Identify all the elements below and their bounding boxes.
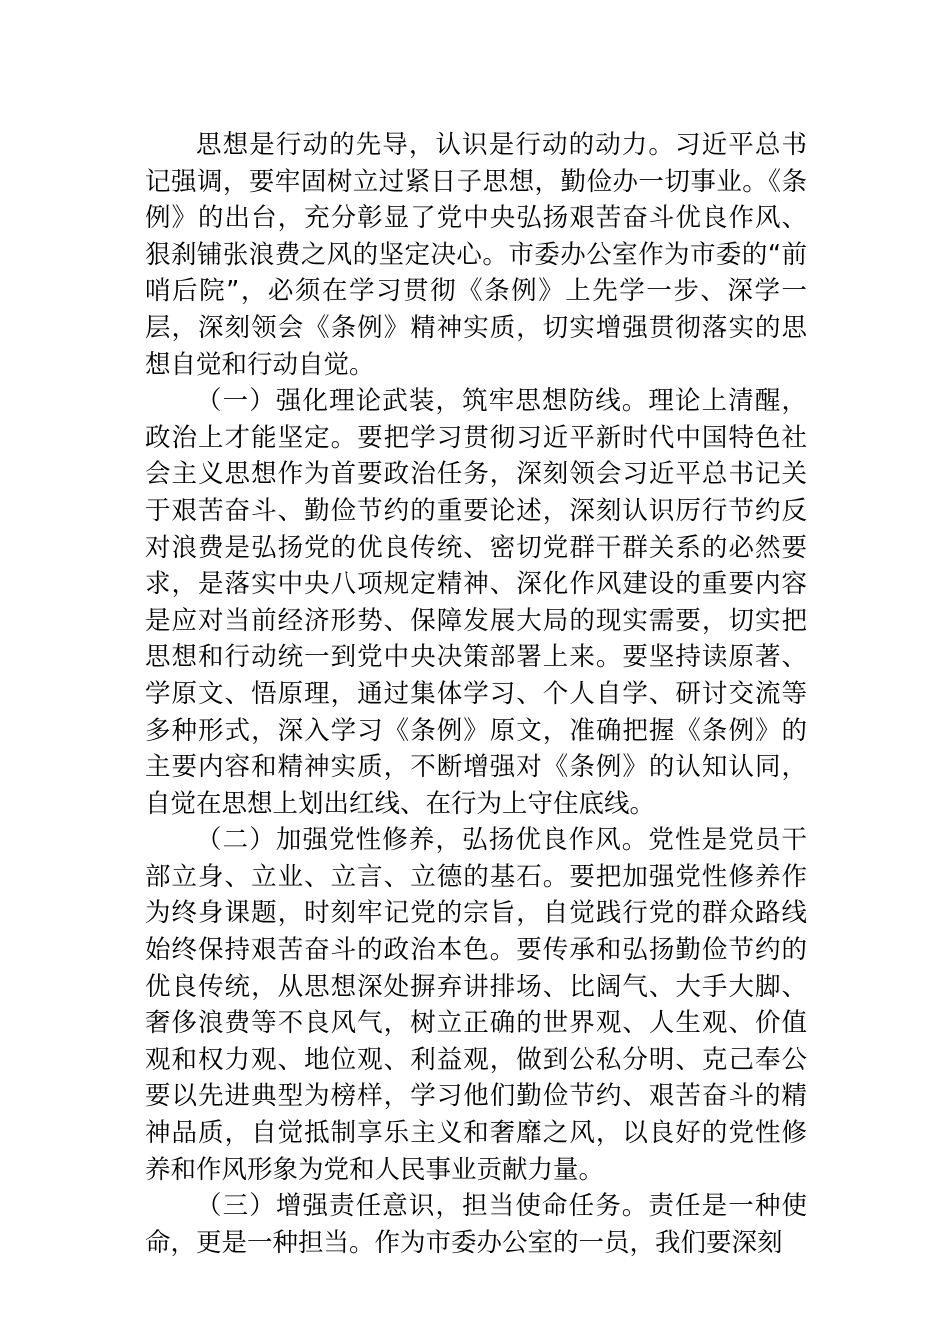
paragraph-section-2: （二）加强党性修养，弘扬优良作风。党性是党员干部立身、立业、立言、立德的基石。要把加强党性修养作为终身课题，时刻牢记党的宗旨，自觉践行党的群众路线始终保持艰苦奋斗的政治本色。要传承和弘扬勤俭节约的优良传统，从思想深处摒弃讲排场、比阔气、大手大脚、奢侈浪费等不良风气，树立正确的世界观、人生观、价值观和权力观、地位观、利益观，做到公私分明、克己奉公要以先进典型为榜样，学习他们勤俭节约、艰苦奋斗的精神品质，自觉抵制享乐主义和奢靡之风，以良好的党性修养和作风形象为党和人民事业贡献力量。 [145, 825, 807, 1185]
paragraph-intro: 思想是行动的先导，认识是行动的动力。习近平总书记强调，要牢固树立过紧日子思想，勤俭办一切事业。《条例》的出台，充分彰显了党中央弘扬艰苦奋斗优良作风、狠刹铺张浪费之风的坚定决心。市委办公室作为市委的“前哨后院”，必须在学习贯彻《条例》上先学一步、深学一层，深刻领会《条例》精神实质，切实增强贯彻落实的思想自觉和行动自觉。 [145, 130, 807, 380]
paragraph-section-1: （一）强化理论武装，筑牢思想防线。理论上清醒，政治上才能坚定。要把学习贯彻习近平新时代中国特色社会主义思想作为首要政治任务，深刻领会习近平总书记关于艰苦奋斗、勤俭节约的重要论述，深刻认识厉行节约反对浪费是弘扬党的优良传统、密切党群干群关系的必然要求，是落实中央八项规定精神、深化作风建设的重要内容是应对当前经济形势、保障发展大局的现实需要，切实把思想和行动统一到党中央决策部署上来。要坚持读原著、学原文、悟原理，通过集体学习、个人自学、研讨交流等多种形式，深入学习《条例》原文，准确把握《条例》的主要内容和精神实质，不断增强对《条例》的认知认同，自觉在思想上划出红线、在行为上守住底线。 [145, 386, 807, 819]
paragraph-section-3: （三）增强责任意识，担当使命任务。责任是一种使命，更是一种担当。作为市委办公室的一员，我们要深刻 [145, 1191, 807, 1258]
document-body [145, 127, 807, 1261]
